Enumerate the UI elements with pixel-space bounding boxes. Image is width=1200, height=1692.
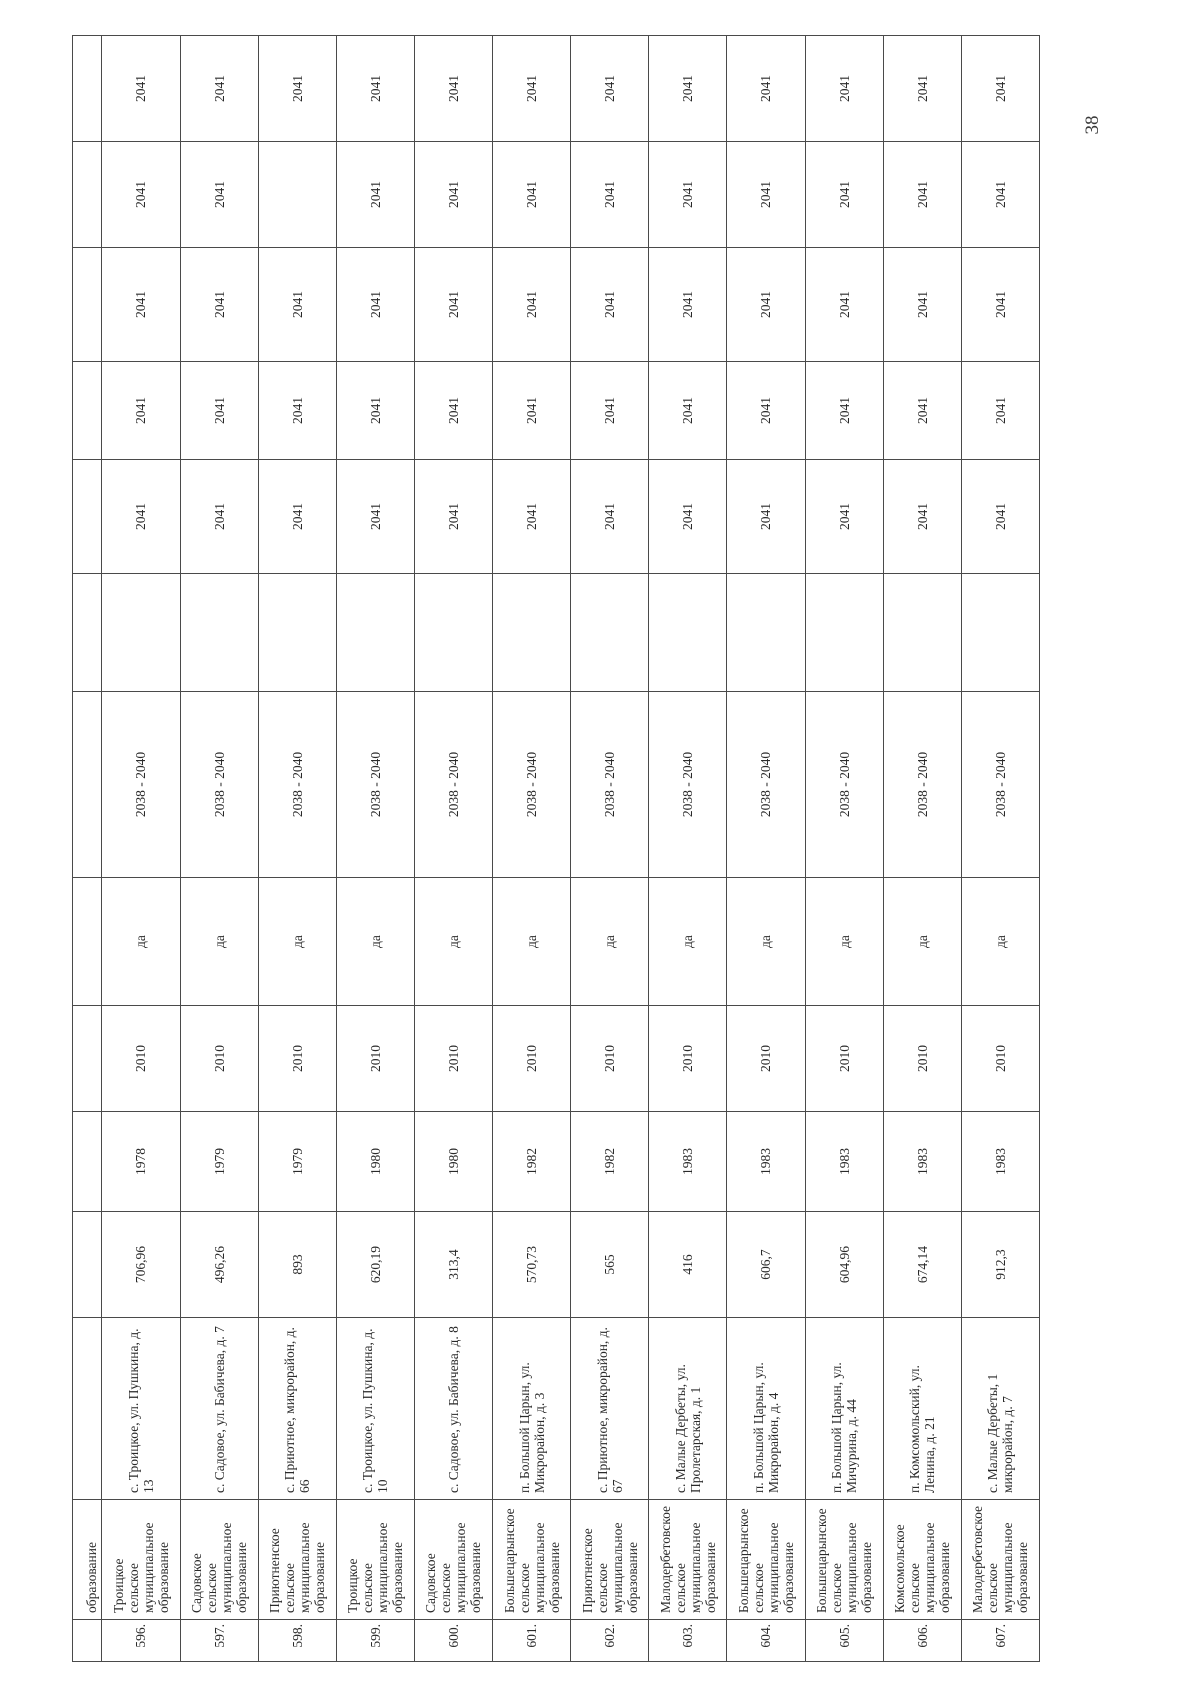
- row-number-cell: 599.: [336, 1620, 414, 1662]
- empty-cell: [961, 574, 1039, 692]
- empty-cell: [102, 574, 180, 692]
- municipality-cell: Садовское сельское муниципальное образование: [414, 1500, 492, 1620]
- table-row: [649, 36, 727, 1662]
- year-cell: 2041: [727, 36, 805, 142]
- flag-cell: да: [180, 878, 258, 1006]
- year-repair-cell: 2010: [414, 1006, 492, 1112]
- period-cell: 2038 - 2040: [727, 692, 805, 878]
- year-cell: 2041: [336, 460, 414, 574]
- row-number-cell: 602.: [571, 1620, 649, 1662]
- row-number-cell: 604.: [727, 1620, 805, 1662]
- year-cell: 2041: [571, 460, 649, 574]
- year-cell: 2041: [493, 142, 571, 248]
- year-built-cell: 1983: [649, 1112, 727, 1212]
- year-cell: 2041: [414, 362, 492, 460]
- municipality-cell: Малодербетовское сельское муниципальное образование: [961, 1500, 1039, 1620]
- table-row: [883, 36, 961, 1662]
- year-cell: 2041: [180, 460, 258, 574]
- year-repair-cell: 2010: [649, 1006, 727, 1112]
- row-number-cell: 605.: [805, 1620, 883, 1662]
- area-cell: 706,96: [102, 1212, 180, 1318]
- year-cell: 2041: [414, 142, 492, 248]
- empty-cell: [805, 574, 883, 692]
- year-cell: 2041: [649, 362, 727, 460]
- year-repair-cell: 2010: [336, 1006, 414, 1112]
- address-cell: п. Большой Царын, ул. Микрорайон, д. 3: [493, 1318, 571, 1500]
- year-cell: 2041: [727, 460, 805, 574]
- year-cell: 2041: [883, 362, 961, 460]
- empty-cell: [727, 574, 805, 692]
- header-cell: [73, 460, 102, 574]
- row-number-cell: 601.: [493, 1620, 571, 1662]
- year-cell: 2041: [493, 36, 571, 142]
- empty-cell: [414, 574, 492, 692]
- year-cell: 2041: [493, 362, 571, 460]
- table-row: [727, 36, 805, 1662]
- empty-cell: [180, 574, 258, 692]
- year-cell: 2041: [336, 248, 414, 362]
- year-cell: 2041: [493, 248, 571, 362]
- empty-cell: [336, 574, 414, 692]
- row-number-cell: 597.: [180, 1620, 258, 1662]
- year-repair-cell: 2010: [883, 1006, 961, 1112]
- address-cell: п. Комсомольский, ул. Ленина, д. 21: [883, 1318, 961, 1500]
- flag-cell: да: [727, 878, 805, 1006]
- year-cell: 2041: [961, 460, 1039, 574]
- municipality-cell: Приютненское сельское муниципальное образование: [571, 1500, 649, 1620]
- municipality-cell: Большецарынское сельское муниципальное образование: [727, 1500, 805, 1620]
- address-cell: с. Троицкое, ул. Пушкина, д. 13: [102, 1318, 180, 1500]
- year-cell: 2041: [102, 460, 180, 574]
- period-cell: 2038 - 2040: [883, 692, 961, 878]
- empty-cell: [258, 574, 336, 692]
- flag-cell: да: [571, 878, 649, 1006]
- year-repair-cell: 2010: [258, 1006, 336, 1112]
- header-cell: [73, 1006, 102, 1112]
- table-row: [102, 36, 180, 1662]
- year-cell: 2041: [727, 362, 805, 460]
- period-cell: 2038 - 2040: [571, 692, 649, 878]
- year-built-cell: 1982: [571, 1112, 649, 1212]
- header-cell: [73, 1318, 102, 1500]
- year-cell: 2041: [414, 460, 492, 574]
- row-number-cell: 596.: [102, 1620, 180, 1662]
- flag-cell: да: [883, 878, 961, 1006]
- housing-repair-table: [72, 35, 1040, 1662]
- year-cell: 2041: [961, 142, 1039, 248]
- year-cell: 2041: [727, 142, 805, 248]
- empty-cell: [493, 574, 571, 692]
- table-row: [493, 36, 571, 1662]
- table-body: [102, 36, 1040, 1662]
- municipality-cell: Троицкое сельское муниципальное образование: [102, 1500, 180, 1620]
- year-cell: 2041: [805, 362, 883, 460]
- table-row: [336, 36, 414, 1662]
- year-cell: 2041: [493, 460, 571, 574]
- header-cell: [73, 878, 102, 1006]
- rotated-table-wrapper: [72, 36, 1040, 1662]
- year-cell: 2041: [180, 36, 258, 142]
- flag-cell: да: [805, 878, 883, 1006]
- period-cell: 2038 - 2040: [414, 692, 492, 878]
- flag-cell: да: [649, 878, 727, 1006]
- year-built-cell: 1978: [102, 1112, 180, 1212]
- year-built-cell: 1979: [258, 1112, 336, 1212]
- year-cell: 2041: [649, 460, 727, 574]
- year-cell: 2041: [571, 362, 649, 460]
- year-built-cell: 1980: [336, 1112, 414, 1212]
- address-cell: с. Садовое, ул. Бабичева, д. 8: [414, 1318, 492, 1500]
- year-cell: 2041: [805, 142, 883, 248]
- empty-cell: [649, 574, 727, 692]
- year-repair-cell: 2010: [493, 1006, 571, 1112]
- empty-cell: [883, 574, 961, 692]
- year-cell: 2041: [571, 248, 649, 362]
- year-repair-cell: 2010: [805, 1006, 883, 1112]
- area-cell: 674,14: [883, 1212, 961, 1318]
- area-cell: 565: [571, 1212, 649, 1318]
- year-cell: 2041: [336, 36, 414, 142]
- address-cell: с. Малые Дербеты, 1 микрорайон, д. 7: [961, 1318, 1039, 1500]
- year-cell: 2041: [649, 142, 727, 248]
- year-cell: 2041: [336, 362, 414, 460]
- row-number-cell: 600.: [414, 1620, 492, 1662]
- header-org-cell: образование: [73, 1500, 102, 1620]
- year-repair-cell: 2010: [961, 1006, 1039, 1112]
- year-repair-cell: 2010: [727, 1006, 805, 1112]
- flag-cell: да: [102, 878, 180, 1006]
- header-cell: [73, 36, 102, 142]
- year-built-cell: 1979: [180, 1112, 258, 1212]
- year-cell: 2041: [336, 142, 414, 248]
- year-cell: 2041: [180, 362, 258, 460]
- period-cell: 2038 - 2040: [805, 692, 883, 878]
- municipality-cell: Малодербетовское сельское муниципальное образование: [649, 1500, 727, 1620]
- period-cell: 2038 - 2040: [102, 692, 180, 878]
- address-cell: с. Садовое, ул. Бабичева, д. 7: [180, 1318, 258, 1500]
- period-cell: 2038 - 2040: [961, 692, 1039, 878]
- area-cell: 912,3: [961, 1212, 1039, 1318]
- period-cell: 2038 - 2040: [258, 692, 336, 878]
- period-cell: 2038 - 2040: [180, 692, 258, 878]
- address-cell: с. Приютное, микрорайон, д. 67: [571, 1318, 649, 1500]
- year-cell: 2041: [258, 460, 336, 574]
- period-cell: 2038 - 2040: [649, 692, 727, 878]
- year-cell: 2041: [961, 36, 1039, 142]
- municipality-cell: Большецарынское сельское муниципальное образование: [805, 1500, 883, 1620]
- table-header-row: [73, 36, 102, 1662]
- year-built-cell: 1983: [883, 1112, 961, 1212]
- municipality-cell: Приютненское сельское муниципальное образование: [258, 1500, 336, 1620]
- area-cell: 606,7: [727, 1212, 805, 1318]
- year-built-cell: 1982: [493, 1112, 571, 1212]
- year-cell: 2041: [805, 460, 883, 574]
- year-cell: 2041: [258, 248, 336, 362]
- area-cell: 570,73: [493, 1212, 571, 1318]
- table-row: [961, 36, 1039, 1662]
- table-row: [805, 36, 883, 1662]
- area-cell: 620,19: [336, 1212, 414, 1318]
- municipality-cell: Троицкое сельское муниципальное образование: [336, 1500, 414, 1620]
- year-built-cell: 1983: [961, 1112, 1039, 1212]
- year-cell: 2041: [961, 248, 1039, 362]
- year-built-cell: 1983: [805, 1112, 883, 1212]
- year-built-cell: 1980: [414, 1112, 492, 1212]
- year-cell: 2041: [258, 36, 336, 142]
- municipality-cell: Садовское сельское муниципальное образование: [180, 1500, 258, 1620]
- year-cell: 2041: [571, 36, 649, 142]
- year-cell: 2041: [258, 362, 336, 460]
- header-num-cell: [73, 1620, 102, 1662]
- year-repair-cell: 2010: [102, 1006, 180, 1112]
- municipality-cell: Большецарынское сельское муниципальное образование: [493, 1500, 571, 1620]
- address-cell: п. Большой Царын, ул. Мичурина, д. 44: [805, 1318, 883, 1500]
- year-cell: 2041: [102, 362, 180, 460]
- page-number: 38: [1082, 115, 1103, 135]
- flag-cell: да: [493, 878, 571, 1006]
- flag-cell: да: [336, 878, 414, 1006]
- area-cell: 604,96: [805, 1212, 883, 1318]
- year-cell: 2041: [883, 460, 961, 574]
- year-cell: 2041: [805, 248, 883, 362]
- address-cell: с. Троицкое, ул. Пушкина, д. 10: [336, 1318, 414, 1500]
- period-cell: 2038 - 2040: [493, 692, 571, 878]
- year-repair-cell: 2010: [571, 1006, 649, 1112]
- year-cell: 2041: [727, 248, 805, 362]
- year-cell: 2041: [102, 142, 180, 248]
- table-row: [414, 36, 492, 1662]
- header-cell: [73, 1212, 102, 1318]
- year-cell: 2041: [649, 248, 727, 362]
- table-row: [571, 36, 649, 1662]
- year-cell: 2041: [102, 36, 180, 142]
- year-built-cell: 1983: [727, 1112, 805, 1212]
- year-cell: 2041: [883, 36, 961, 142]
- area-cell: 416: [649, 1212, 727, 1318]
- area-cell: 313,4: [414, 1212, 492, 1318]
- flag-cell: да: [414, 878, 492, 1006]
- year-cell: 2041: [883, 142, 961, 248]
- row-number-cell: 603.: [649, 1620, 727, 1662]
- year-cell: 2041: [102, 248, 180, 362]
- header-cell: [73, 574, 102, 692]
- year-cell: 2041: [180, 248, 258, 362]
- year-cell: 2041: [805, 36, 883, 142]
- row-number-cell: 598.: [258, 1620, 336, 1662]
- period-cell: 2038 - 2040: [336, 692, 414, 878]
- empty-cell: [571, 574, 649, 692]
- address-cell: п. Большой Царын, ул. Микрорайон, д. 4: [727, 1318, 805, 1500]
- year-repair-cell: 2010: [180, 1006, 258, 1112]
- flag-cell: да: [961, 878, 1039, 1006]
- year-cell: 2041: [883, 248, 961, 362]
- year-cell: [258, 142, 336, 248]
- area-cell: 496,26: [180, 1212, 258, 1318]
- year-cell: 2041: [649, 36, 727, 142]
- year-cell: 2041: [961, 362, 1039, 460]
- table-row: [180, 36, 258, 1662]
- header-cell: [73, 142, 102, 248]
- year-cell: 2041: [571, 142, 649, 248]
- header-cell: [73, 362, 102, 460]
- area-cell: 893: [258, 1212, 336, 1318]
- header-cell: [73, 248, 102, 362]
- address-cell: с. Малые Дербеты, ул. Пролетарская, д. 1: [649, 1318, 727, 1500]
- year-cell: 2041: [414, 248, 492, 362]
- row-number-cell: 607.: [961, 1620, 1039, 1662]
- flag-cell: да: [258, 878, 336, 1006]
- municipality-cell: Комсомольское сельское муниципальное образование: [883, 1500, 961, 1620]
- header-cell: [73, 1112, 102, 1212]
- row-number-cell: 606.: [883, 1620, 961, 1662]
- table-row: [258, 36, 336, 1662]
- address-cell: с. Приютное, микрорайон, д. 66: [258, 1318, 336, 1500]
- year-cell: 2041: [414, 36, 492, 142]
- year-cell: 2041: [180, 142, 258, 248]
- header-cell: [73, 692, 102, 878]
